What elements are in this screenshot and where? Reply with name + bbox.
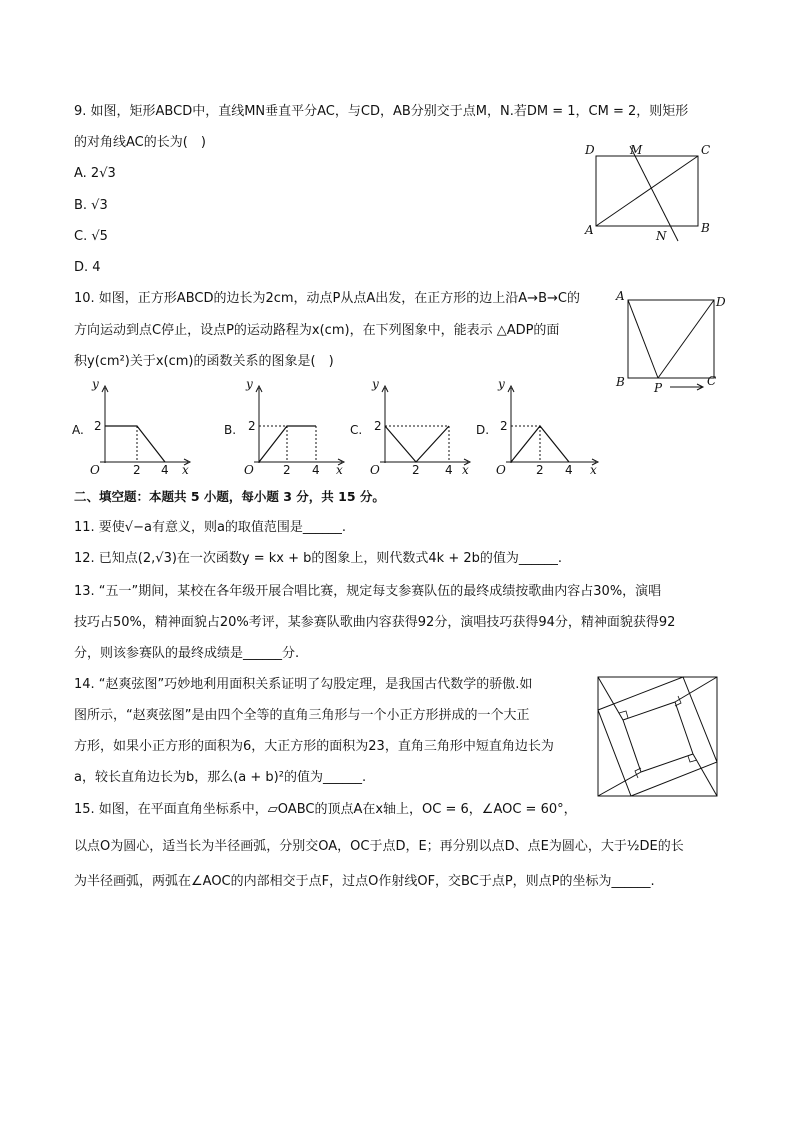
q9-label-a: A (585, 223, 594, 237)
graph-a-y-tick: 2 (94, 419, 102, 433)
q9-diagonal-ac (596, 156, 698, 226)
graph-d-origin: O (496, 463, 506, 477)
q9-label-m: M (630, 143, 643, 157)
q10-label-p: P (654, 381, 663, 395)
graph-c-x-tick-2: 2 (412, 463, 420, 477)
q10-graph-a (70, 377, 195, 477)
graph-b-x-tick-4: 4 (312, 463, 320, 477)
q10-graph-c (348, 377, 473, 477)
graph-d-x-tick-2: 2 (536, 463, 544, 477)
inner-tilted-square (598, 677, 717, 796)
graph-b-origin: O (244, 463, 254, 477)
q15-line-1: 15. 如图，在平面直角坐标系中，▱OABC的顶点A在x轴上，OC = 6，∠AOC = 60°， (74, 802, 577, 817)
q9-label-n: N (656, 229, 667, 243)
graph-a-x-label: x (182, 463, 189, 477)
q9-option-c: C. √5 (74, 229, 108, 244)
q10-line-1: 10. 如图，正方形ABCD的边长为2cm，动点P从点A出发，在正方形的边上沿A→B→C的 (74, 291, 580, 306)
graph-a-origin: O (90, 463, 100, 477)
graph-c-origin: O (370, 463, 380, 477)
q10-line-2: 方向运动到点C停止，设点P的运动路程为x(cm)，在下列图象中，能表示 △ADP的面 (74, 323, 560, 338)
graph-d-x-tick-4: 4 (565, 463, 573, 477)
graph-d-option-label: D. (476, 423, 490, 437)
q15-line-3: 为半径画弧，两弧在∠AOC的内部相交于点F，过点O作射线OF，交BC于点P，则点P的坐标为______. (74, 874, 655, 889)
graph-c-x-tick-4: 4 (445, 463, 453, 477)
q15-line-2: 以点O为圆心，适当长为半径画弧，分别交OA，OC于点D，E；再分别以点D、点E为圆心，大于½DE的长 (74, 839, 684, 854)
q14-line-3: 方形，如果小正方形的面积为6，大正方形的面积为23，直角三角形中短直角边长为 (74, 739, 554, 754)
q10-segment-dp (658, 300, 714, 378)
graph-c-x-label: x (462, 463, 469, 477)
q14-line-4: a，较长直角边长为b，那么(a + b)²的值为______. (74, 770, 367, 785)
q13-line-1: 13. “五一”期间，某校在各年级开展合唱比赛，规定每支参赛队伍的最终成绩按歌曲内容占30%，演唱 (74, 584, 662, 599)
q10-graph-d (474, 377, 604, 477)
q9-option-a: A. 2√3 (74, 166, 116, 181)
graph-b-y-tick: 2 (248, 419, 256, 433)
q9-option-d: D. 4 (74, 260, 101, 275)
q9-line-1: 9. 如图，矩形ABCD中，直线MN垂直平分AC，与CD，AB分别交于点M，N.若DM = 1，CM = 2，则矩形 (74, 104, 689, 119)
graph-d-y-label: y (498, 377, 505, 391)
q10-square (628, 300, 714, 378)
q9-line-2: 的对角线AC的长为( ) (74, 135, 206, 150)
q10-square-figure (612, 288, 727, 398)
q10-label-c: C (707, 374, 717, 388)
graph-b-x-tick-2: 2 (283, 463, 291, 477)
q12-text: 12. 已知点(2,√3)在一次函数y = kx + b的图象上，则代数式4k + 2b的值为______. (74, 551, 563, 566)
graph-a-y-label: y (92, 377, 99, 391)
graph-a-option-label: A. (72, 423, 84, 437)
q9-rectangle-figure (580, 140, 720, 245)
q9-option-b: B. √3 (74, 198, 108, 213)
graph-c-y-tick: 2 (374, 419, 382, 433)
graph-b-option-label: B. (224, 423, 237, 437)
graph-a-x-tick-4: 4 (161, 463, 169, 477)
q11-text: 11. 要使√−a有意义，则a的取值范围是______. (74, 520, 347, 535)
q10-label-d: D (716, 295, 726, 309)
big-square (598, 677, 717, 796)
q13-line-3: 分，则该参赛队的最终成绩是______分. (74, 646, 300, 661)
graph-b-y-label: y (246, 377, 253, 391)
q9-label-d: D (585, 143, 595, 157)
zhao-shuang-string-diagram (597, 676, 719, 798)
q10-graph-b (222, 377, 347, 477)
q14-line-1: 14. “赵爽弦图”巧妙地利用面积关系证明了勾股定理，是我国古代数学的骄傲.如 (74, 677, 533, 692)
graph-c-y-label: y (372, 377, 379, 391)
graph-a-curve (105, 426, 165, 462)
q14-line-2: 图所示，“赵爽弦图”是由四个全等的直角三角形与一个小正方形拼成的一个大正 (74, 708, 530, 723)
q10-line-3: 积y(cm²)关于x(cm)的函数关系的图象是( ) (74, 354, 334, 369)
q10-segment-ap (628, 300, 658, 378)
q10-label-a: A (616, 289, 625, 303)
graph-d-x-label: x (590, 463, 597, 477)
graph-d-y-tick: 2 (500, 419, 508, 433)
graph-c-curve (385, 426, 449, 462)
section-fill-in-title: 二、填空题：本题共 5 小题，每小题 3 分，共 15 分。 (74, 489, 385, 504)
graph-c-option-label: C. (350, 423, 363, 437)
graph-b-x-label: x (336, 463, 343, 477)
q9-label-b: B (701, 221, 710, 235)
q13-line-2: 技巧占50%，精神面貌占20%考评，某参赛队歌曲内容获得92分，演唱技巧获得94分，精神面貌获得92 (74, 615, 676, 630)
q10-label-b: B (616, 375, 625, 389)
q9-line-mn (630, 146, 678, 241)
graph-a-x-tick-2: 2 (133, 463, 141, 477)
q9-label-c: C (701, 143, 711, 157)
